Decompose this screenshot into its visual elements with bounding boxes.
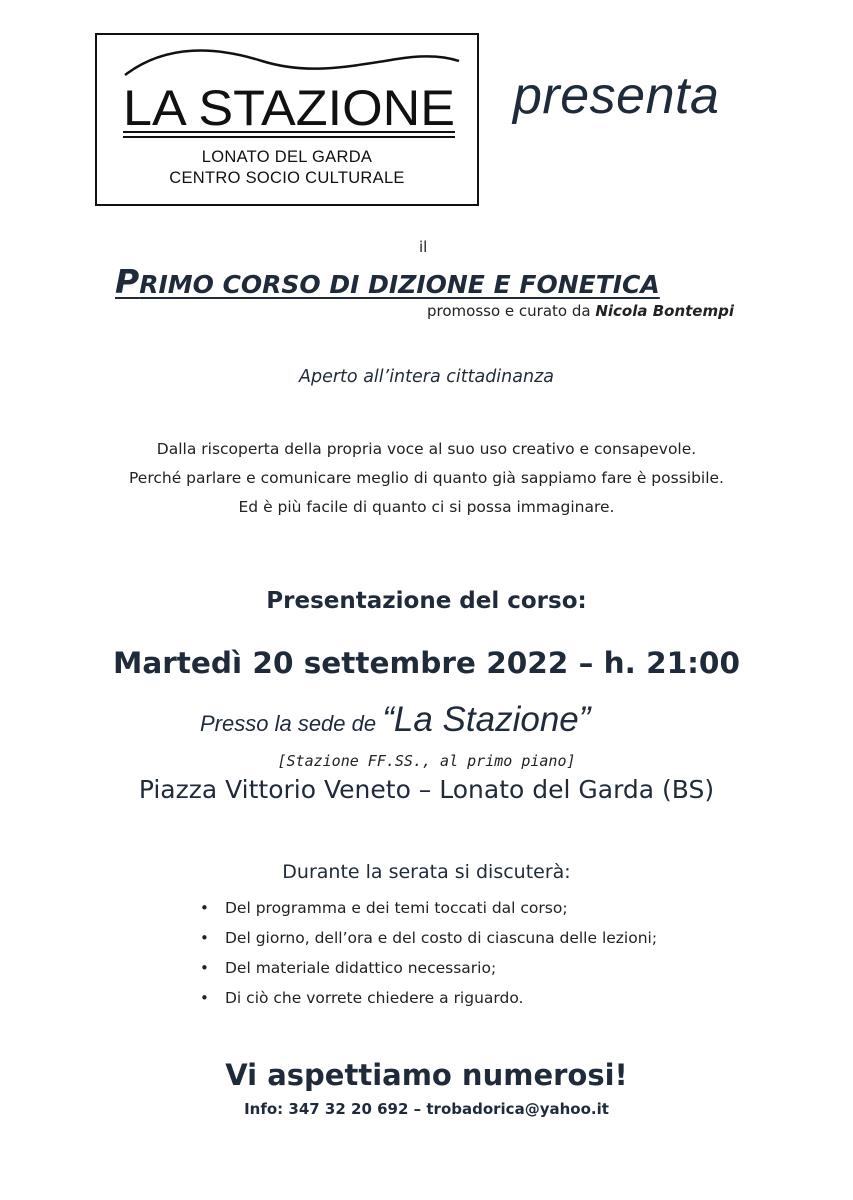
- venue-prefix: Presso la sede de: [200, 711, 383, 736]
- logo-wordmark: LA STAZIONE: [123, 80, 455, 136]
- bullet-icon: •: [200, 989, 209, 1007]
- description-line: Ed è più facile di quanto ci si possa immaginare.: [238, 498, 615, 516]
- venue-note: [Stazione FF.SS., al primo piano]: [277, 752, 576, 770]
- venue-address: Piazza Vittorio Veneto – Lonato del Garda (BS): [138, 775, 715, 804]
- promoter-name: Nicola Bontempi: [595, 302, 734, 320]
- course-title: [115, 262, 735, 301]
- promoter-prefix: promosso e curato da: [427, 302, 596, 320]
- description-line: Perché parlare e comunicare meglio di quanto già sappiamo fare è possibile.: [128, 469, 724, 487]
- agenda-list: [200, 897, 657, 1017]
- event-datetime: Martedì 20 settembre 2022 – h. 21:00: [113, 646, 740, 680]
- audience-text: Aperto all’intera cittadinanza: [299, 367, 554, 387]
- presentation-heading: Presentazione del corso:: [266, 588, 587, 614]
- agenda-heading: Durante la serata si discuterà:: [282, 861, 571, 883]
- logo-location: LONATO DEL GARDA: [201, 148, 373, 166]
- bullet-icon: •: [200, 959, 209, 977]
- closing-text: Vi aspettiamo numerosi!: [225, 1058, 628, 1092]
- list-item: • Del materiale didattico necessario;: [200, 959, 497, 977]
- promoter-line: [427, 302, 734, 320]
- course-title-initial: P: [115, 262, 140, 301]
- list-item: • Del programma e dei temi toccati dal corso;: [200, 899, 568, 917]
- logo-subtitle: CENTRO SOCIO CULTURALE: [169, 169, 405, 187]
- course-title-rest: RIMO CORSO DI DIZIONE E FONETICA: [139, 270, 660, 299]
- list-item: • Del giorno, dell’ora e del costo di ciascuna delle lezioni;: [200, 929, 658, 947]
- presenta-text: presenta: [513, 67, 720, 125]
- venue-name: “La Stazione”: [382, 700, 591, 739]
- description-line: Dalla riscoperta della propria voce al suo uso creativo e consapevole.: [156, 440, 697, 458]
- logo: [95, 33, 479, 206]
- venue-line: [200, 700, 590, 740]
- contact-info: Info: 347 32 20 692 – trobadorica@yahoo.it: [244, 1100, 609, 1118]
- list-item: • Di ciò che vorrete chiedere a riguardo.: [200, 989, 524, 1007]
- intro-text: il: [419, 238, 428, 256]
- bullet-icon: •: [200, 929, 209, 947]
- bullet-icon: •: [200, 899, 209, 917]
